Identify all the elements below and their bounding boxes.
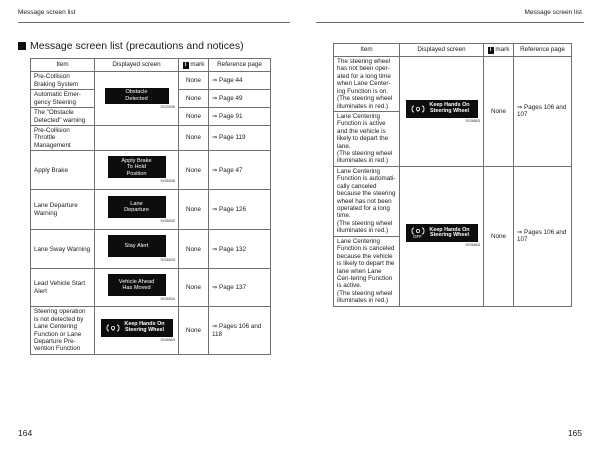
- table-row: Lane Sway Warning Stay Alert SG5833 None ⇒ Page 132: [31, 230, 271, 269]
- table-row: Lane Centering Function is automati-cally canceled because the steering wheel has not been operated for a long time. (The steering wheel illuminates in red.) OFF Keep Hands On Steering Wheel SG5864 None ⇒ Pages 106 and 107: [334, 166, 572, 236]
- keep-hands-on-screen: Keep Hands On Steering Wheel: [406, 100, 478, 118]
- section-title: [18, 40, 244, 52]
- table-row: The steering wheel has not been oper-ated for a long time when Lane Center-ing Function is on. (The steering wheel illuminates in red.) Keep Hands On Steering Wheel SG5863 None ⇒ Pages 106 and 107: [334, 57, 572, 112]
- table-row: Lane Centering Function is active and the vehicle is likely to depart the lane. (The steering wheel illuminates in red.): [334, 111, 572, 166]
- table-row: Steering operation is not detected by Lane Centering Function or Lane Departure Pre-vention Function Keep Hands On Steering Wheel SG5863 None ⇒ Pages 106 and 118: [31, 307, 271, 355]
- steering-wheel-icon: [105, 324, 121, 332]
- col-display-header: Displayed screen: [95, 59, 179, 72]
- table-row: Pre-Collision Braking System Obstacle Detected SG2839 None ⇒ Page 44: [31, 72, 271, 90]
- keep-hands-on-screen: Keep Hands On Steering Wheel: [101, 319, 173, 337]
- section-title-text: Message screen list (precautions and notices): [30, 40, 244, 52]
- keep-hands-on-off-screen: OFF Keep Hands On Steering Wheel: [406, 224, 478, 242]
- col-ref-header: Reference page: [209, 59, 271, 72]
- obstacle-screen-cell: Obstacle Detected SG2839: [95, 72, 179, 126]
- lane-departure-screen: Lane Departure: [108, 196, 166, 218]
- black-square-icon: [18, 42, 26, 50]
- table-row: Automatic Emer- gency Steering None ⇒ Page 49: [31, 90, 271, 108]
- stay-alert-screen: Stay Alert: [108, 235, 166, 257]
- running-header-right: Message screen list: [524, 9, 582, 16]
- right-reference-table: [333, 43, 572, 307]
- page-number-left: 164: [18, 428, 33, 438]
- info-icon: i: [183, 62, 189, 69]
- table-row: Lane Centering Function is canceled because the vehicle is likely to depart the lane when Lane Cen-tering Function is active. (The steering wheel illuminates in red.): [334, 236, 572, 306]
- obstacle-screen: Obstacle Detected: [105, 88, 169, 104]
- steering-wheel-off-icon: OFF: [410, 227, 426, 240]
- col-item-header: Item: [31, 59, 95, 72]
- apply-brake-screen: Apply Brake To Hold Position: [108, 156, 166, 178]
- vehicle-ahead-screen: Vehicle Ahead Has Moved: [108, 274, 166, 296]
- table-row: Lead Vehicle Start Alert Vehicle Ahead Has Moved SG5834 None ⇒ Page 137: [31, 269, 271, 307]
- col-display-header: Displayed screen: [400, 44, 484, 57]
- running-header-left: Message screen list: [18, 9, 76, 16]
- page-number-right: 165: [567, 428, 582, 438]
- table-row: Pre-Collision Throttle Management None ⇒ Page 119: [31, 126, 271, 151]
- col-mark-header: i mark: [179, 59, 209, 72]
- col-item-header: Item: [334, 44, 400, 57]
- table-row: The "Obstacle Detected" warning None ⇒ Page 91: [31, 108, 271, 126]
- header-rule-right: [316, 22, 584, 23]
- col-ref-header: Reference page: [514, 44, 572, 57]
- left-reference-table: [30, 58, 271, 355]
- info-icon: i: [488, 47, 494, 54]
- header-rule-left: [18, 22, 290, 23]
- table-header-row: [334, 44, 572, 57]
- table-row: Apply Brake Apply Brake To Hold Position SG5838 None ⇒ Page 47: [31, 151, 271, 190]
- table-header-row: [31, 59, 271, 72]
- table-row: Lane Departure Warning Lane Departure SG5832 None ⇒ Page 126: [31, 190, 271, 230]
- col-mark-header: i mark: [484, 44, 514, 57]
- steering-wheel-icon: [410, 105, 426, 113]
